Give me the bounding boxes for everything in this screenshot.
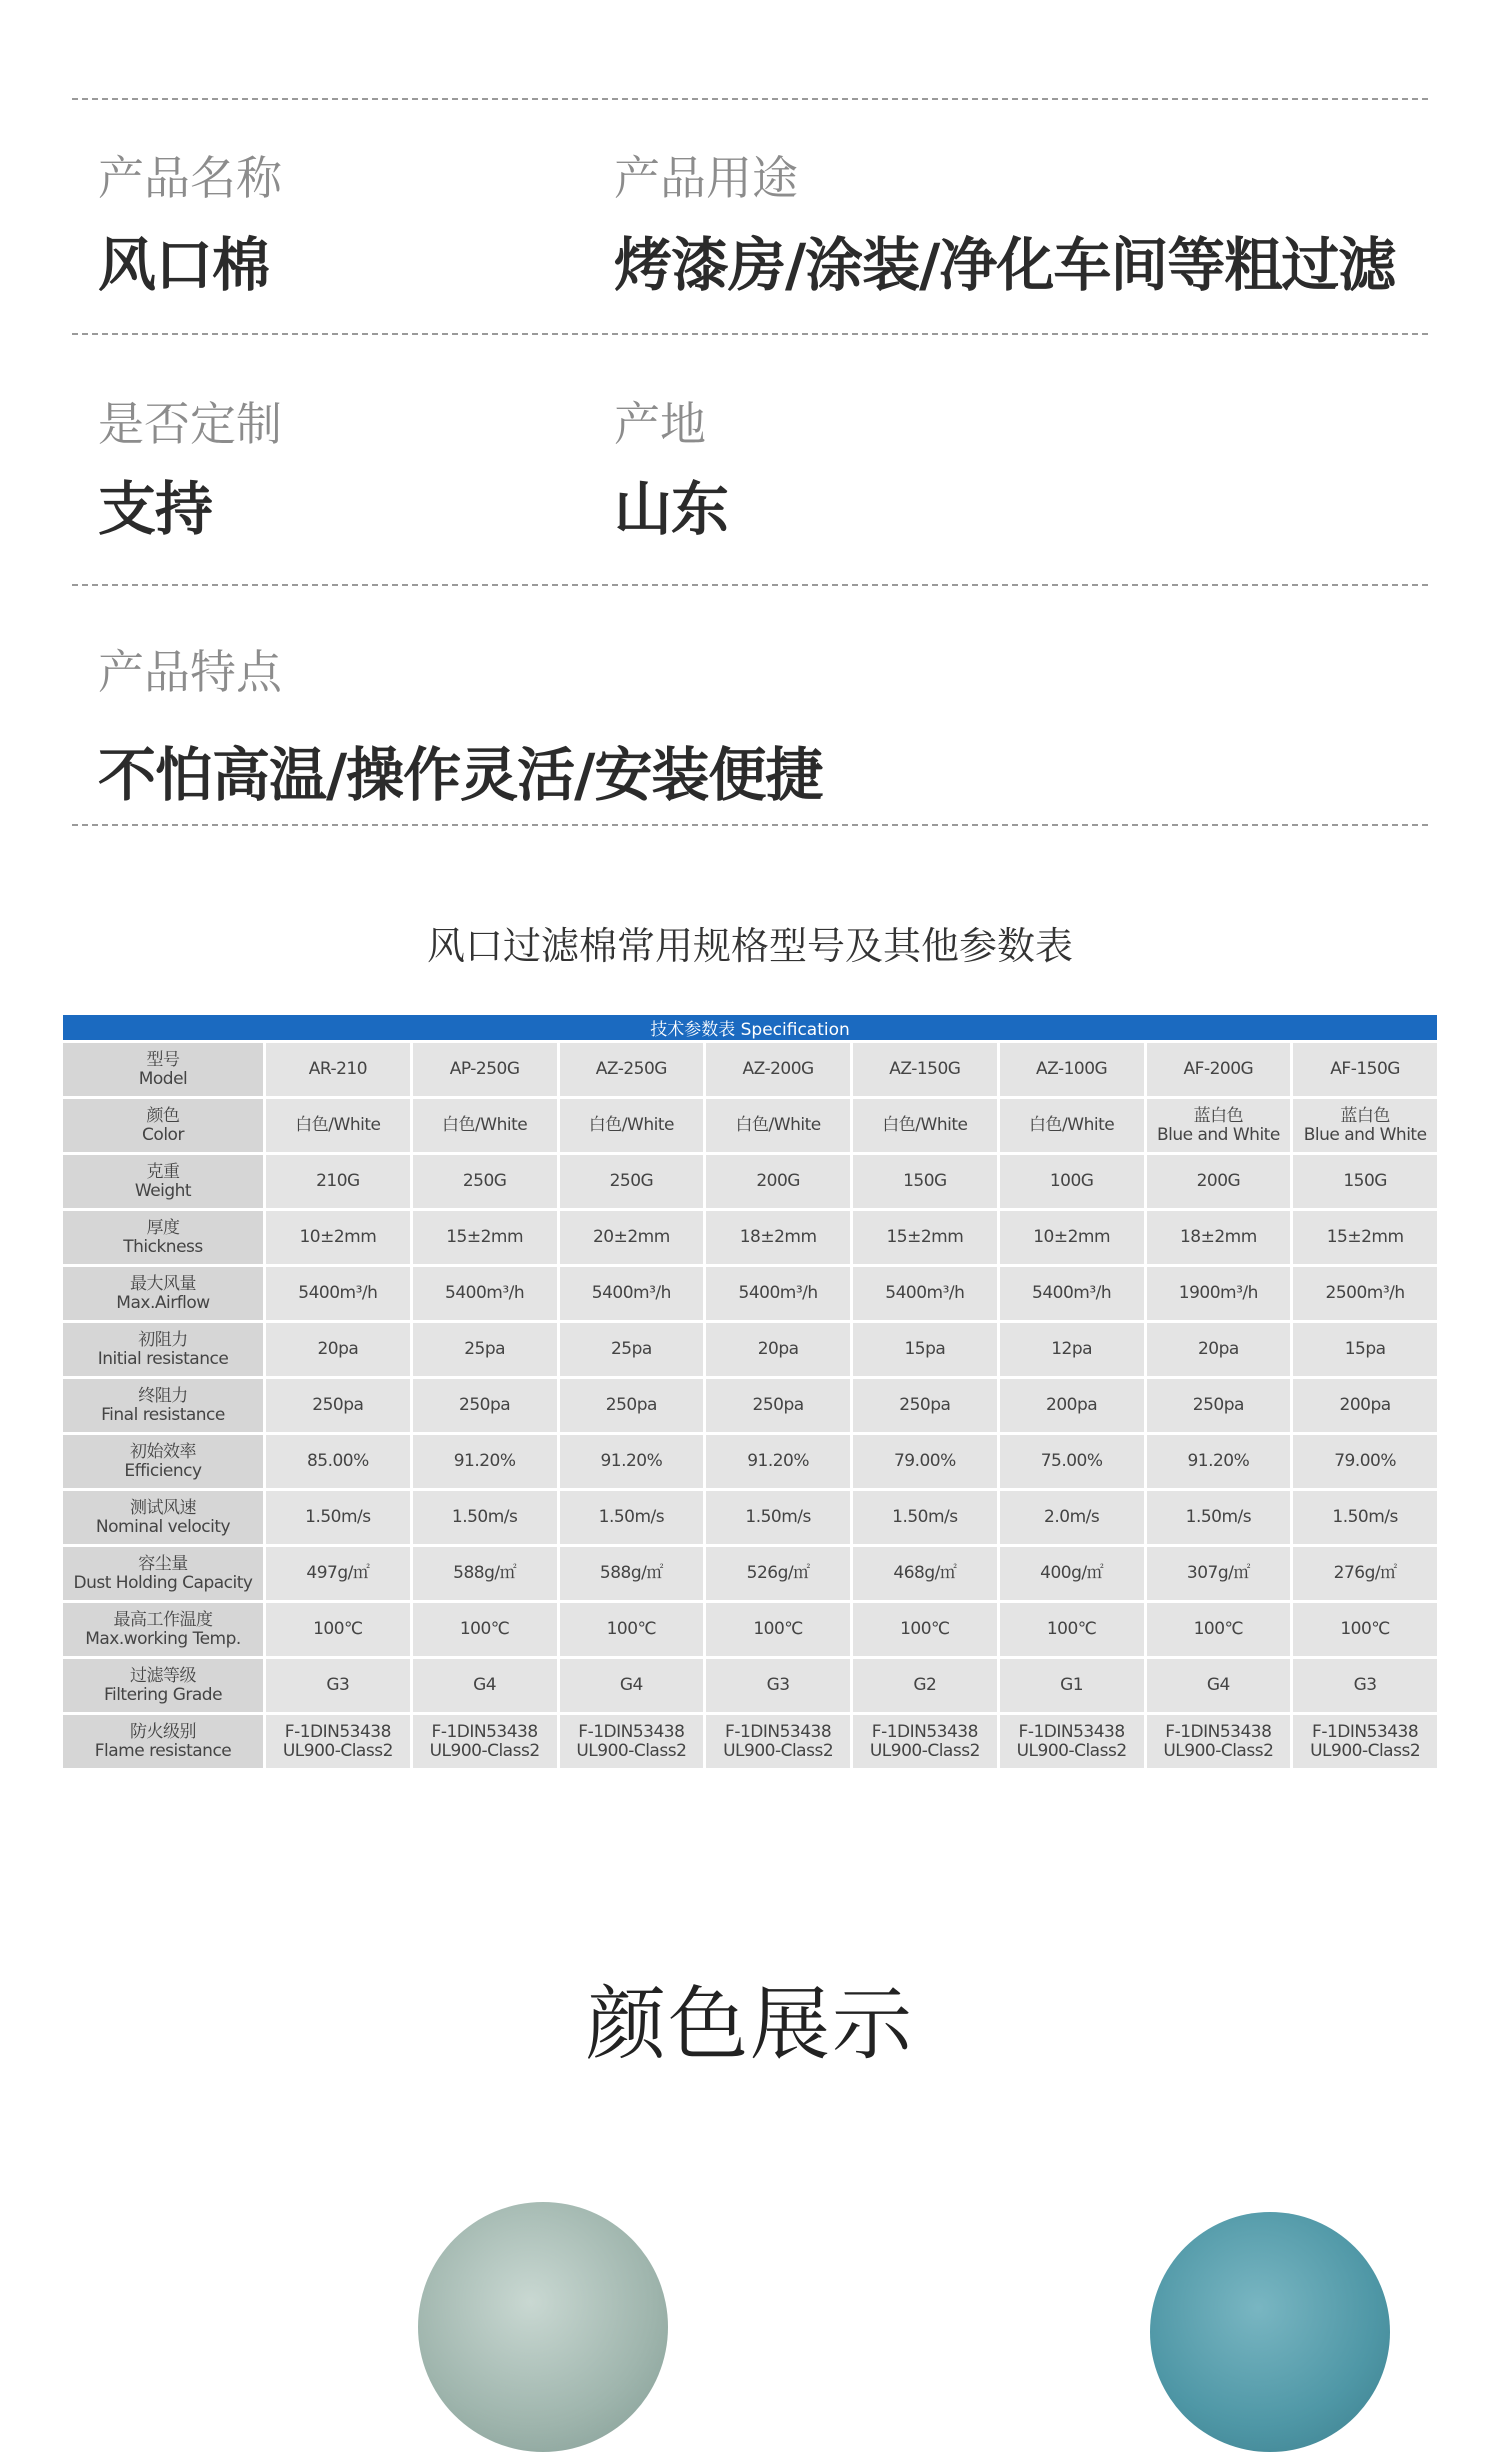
spec-cell: 1.50m/s <box>1293 1491 1437 1544</box>
spec-cell: 1.50m/s <box>853 1491 997 1544</box>
spec-cell: 1.50m/s <box>266 1491 410 1544</box>
spec-table-body <box>63 1043 1437 1768</box>
spec-cell: 蓝白色 Blue and White <box>1293 1099 1437 1152</box>
spec-cell: F-1DIN53438 UL900-Class2 <box>1293 1715 1437 1768</box>
origin-label: 产地 <box>614 397 706 451</box>
spec-cell: F-1DIN53438 UL900-Class2 <box>266 1715 410 1768</box>
spec-cell: 15pa <box>1293 1323 1437 1376</box>
spec-cell: 20pa <box>706 1323 850 1376</box>
spec-cell: 497g/㎡ <box>266 1547 410 1600</box>
spec-cell: F-1DIN53438 UL900-Class2 <box>853 1715 997 1768</box>
customizable-label: 是否定制 <box>98 397 282 451</box>
spec-cell: 蓝白色 Blue and White <box>1147 1099 1291 1152</box>
spec-row-header <box>63 1491 263 1544</box>
spec-cell: 150G <box>1293 1155 1437 1208</box>
row-header-en: Final resistance <box>101 1404 225 1425</box>
spec-row-header <box>63 1547 263 1600</box>
spec-cell: 100℃ <box>853 1603 997 1656</box>
spec-row-header <box>63 1267 263 1320</box>
spec-cell: F-1DIN53438 UL900-Class2 <box>1147 1715 1291 1768</box>
spec-row-header <box>63 1323 263 1376</box>
spec-cell: 200G <box>1147 1155 1291 1208</box>
spec-cell: 15±2mm <box>413 1211 557 1264</box>
spec-cell: 79.00% <box>1293 1435 1437 1488</box>
spec-row <box>63 1547 1437 1600</box>
spec-row-header <box>63 1379 263 1432</box>
spec-cell: AZ-150G <box>853 1043 997 1096</box>
spec-cell: 276g/㎡ <box>1293 1547 1437 1600</box>
spec-cell: 91.20% <box>706 1435 850 1488</box>
spec-cell: 1.50m/s <box>560 1491 704 1544</box>
spec-row <box>63 1379 1437 1432</box>
spec-cell: 250G <box>413 1155 557 1208</box>
spec-cell: 100℃ <box>1000 1603 1144 1656</box>
spec-cell: 25pa <box>413 1323 557 1376</box>
spec-cell: 20pa <box>266 1323 410 1376</box>
spec-cell: 2.0m/s <box>1000 1491 1144 1544</box>
spec-cell: 100G <box>1000 1155 1144 1208</box>
divider-4 <box>72 824 1428 826</box>
spec-row-header <box>63 1043 263 1096</box>
spec-cell: 588g/㎡ <box>413 1547 557 1600</box>
spec-cell: 5400m³/h <box>560 1267 704 1320</box>
spec-cell: 91.20% <box>560 1435 704 1488</box>
row-header-en: Color <box>142 1124 184 1145</box>
spec-row <box>63 1099 1437 1152</box>
spec-cell: 250pa <box>560 1379 704 1432</box>
row-header-cn: 颜色 <box>146 1105 180 1126</box>
product-name-label: 产品名称 <box>98 151 282 205</box>
spec-cell: 200pa <box>1293 1379 1437 1432</box>
spec-cell: 18±2mm <box>1147 1211 1291 1264</box>
spec-cell: 1.50m/s <box>706 1491 850 1544</box>
spec-row-header <box>63 1715 263 1768</box>
row-header-en: Initial resistance <box>97 1348 229 1369</box>
spec-table-title: 风口过滤棉常用规格型号及其他参数表 <box>426 924 1073 968</box>
spec-cell: 307g/㎡ <box>1147 1547 1291 1600</box>
spec-cell: 25pa <box>560 1323 704 1376</box>
spec-cell: 15pa <box>853 1323 997 1376</box>
spec-cell: 1.50m/s <box>1147 1491 1291 1544</box>
spec-cell: 91.20% <box>413 1435 557 1488</box>
row-header-en: Filtering Grade <box>103 1684 223 1705</box>
spec-cell: 白色/White <box>706 1099 850 1152</box>
spec-cell: 79.00% <box>853 1435 997 1488</box>
spec-cell: 100℃ <box>266 1603 410 1656</box>
spec-cell: 1900m³/h <box>1147 1267 1291 1320</box>
spec-cell: 1.50m/s <box>413 1491 557 1544</box>
spec-cell: 588g/㎡ <box>560 1547 704 1600</box>
product-use-value: 烤漆房/涂装/净化车间等粗过滤 <box>614 231 1396 299</box>
spec-table <box>60 1012 1440 1771</box>
row-header-cn: 测试风速 <box>130 1497 196 1518</box>
row-header-en: Model <box>138 1068 188 1089</box>
row-header-en: Weight <box>134 1180 192 1201</box>
spec-row <box>63 1043 1437 1096</box>
row-header-cn: 过滤等级 <box>130 1665 196 1686</box>
spec-cell: G3 <box>706 1659 850 1712</box>
spec-cell: 5400m³/h <box>1000 1267 1144 1320</box>
spec-cell: 2500m³/h <box>1293 1267 1437 1320</box>
spec-cell: 20±2mm <box>560 1211 704 1264</box>
customizable-value: 支持 <box>98 475 213 543</box>
product-use-label: 产品用途 <box>614 151 798 205</box>
spec-cell: 5400m³/h <box>413 1267 557 1320</box>
product-name-value: 风口棉 <box>98 231 270 299</box>
spec-cell: G4 <box>1147 1659 1291 1712</box>
color-swatch-blue <box>1150 2212 1390 2452</box>
spec-cell: 10±2mm <box>1000 1211 1144 1264</box>
spec-cell: 85.00% <box>266 1435 410 1488</box>
spec-cell: 白色/White <box>560 1099 704 1152</box>
spec-cell: F-1DIN53438 UL900-Class2 <box>706 1715 850 1768</box>
spec-row <box>63 1715 1437 1768</box>
row-header-cn: 容尘量 <box>138 1553 188 1574</box>
row-header-en: Max.Airflow <box>116 1292 210 1313</box>
spec-cell: G3 <box>1293 1659 1437 1712</box>
spec-cell: 100℃ <box>1293 1603 1437 1656</box>
spec-cell: G1 <box>1000 1659 1144 1712</box>
spec-cell: AZ-250G <box>560 1043 704 1096</box>
spec-cell: AR-210 <box>266 1043 410 1096</box>
spec-cell: 10±2mm <box>266 1211 410 1264</box>
spec-cell: 250pa <box>1147 1379 1291 1432</box>
spec-row-header <box>63 1659 263 1712</box>
spec-cell: AF-200G <box>1147 1043 1291 1096</box>
row-header-en: Efficiency <box>124 1460 202 1481</box>
row-header-en: Thickness <box>123 1236 203 1257</box>
row-header-cn: 厚度 <box>146 1217 180 1238</box>
row-header-cn: 终阻力 <box>138 1385 188 1406</box>
spec-row <box>63 1435 1437 1488</box>
spec-cell: 100℃ <box>1147 1603 1291 1656</box>
divider-3 <box>72 584 1428 586</box>
spec-cell: AP-250G <box>413 1043 557 1096</box>
spec-cell: 210G <box>266 1155 410 1208</box>
row-header-cn: 型号 <box>146 1049 180 1070</box>
features-label: 产品特点 <box>98 645 282 699</box>
spec-row-header <box>63 1435 263 1488</box>
spec-cell: G2 <box>853 1659 997 1712</box>
spec-cell: G4 <box>413 1659 557 1712</box>
spec-cell: 526g/㎡ <box>706 1547 850 1600</box>
spec-row-header <box>63 1603 263 1656</box>
spec-row <box>63 1211 1437 1264</box>
spec-cell: 白色/White <box>266 1099 410 1152</box>
spec-cell: G4 <box>560 1659 704 1712</box>
spec-cell: 白色/White <box>853 1099 997 1152</box>
spec-row <box>63 1323 1437 1376</box>
spec-cell: 250pa <box>413 1379 557 1432</box>
spec-row <box>63 1491 1437 1544</box>
row-header-en: Dust Holding Capacity <box>73 1572 253 1593</box>
spec-cell: 5400m³/h <box>853 1267 997 1320</box>
spec-cell: 18±2mm <box>706 1211 850 1264</box>
spec-cell: 200G <box>706 1155 850 1208</box>
row-header-en: Max.working Temp. <box>85 1628 241 1649</box>
spec-cell: 250pa <box>706 1379 850 1432</box>
row-header-en: Flame resistance <box>94 1740 232 1761</box>
spec-row <box>63 1603 1437 1656</box>
spec-cell: 12pa <box>1000 1323 1144 1376</box>
spec-cell: AZ-100G <box>1000 1043 1144 1096</box>
row-header-en: Nominal velocity <box>95 1516 231 1537</box>
divider-1 <box>72 98 1428 100</box>
spec-table-banner: 技术参数表 Specification <box>63 1015 1437 1040</box>
spec-cell: AZ-200G <box>706 1043 850 1096</box>
spec-cell: F-1DIN53438 UL900-Class2 <box>560 1715 704 1768</box>
spec-cell: 100℃ <box>560 1603 704 1656</box>
spec-cell: 75.00% <box>1000 1435 1144 1488</box>
spec-row-header <box>63 1099 263 1152</box>
spec-cell: 白色/White <box>413 1099 557 1152</box>
spec-cell: F-1DIN53438 UL900-Class2 <box>1000 1715 1144 1768</box>
spec-cell: 200pa <box>1000 1379 1144 1432</box>
spec-row <box>63 1267 1437 1320</box>
spec-cell: 100℃ <box>413 1603 557 1656</box>
spec-cell: 5400m³/h <box>266 1267 410 1320</box>
spec-cell: 白色/White <box>1000 1099 1144 1152</box>
features-value: 不怕高温/操作灵活/安装便捷 <box>98 741 823 809</box>
color-display-title: 颜色展示 <box>586 1978 914 2071</box>
color-swatch-white <box>418 2202 668 2452</box>
row-header-cn: 最高工作温度 <box>113 1609 213 1630</box>
spec-row-header <box>63 1155 263 1208</box>
spec-cell: 150G <box>853 1155 997 1208</box>
spec-cell: 20pa <box>1147 1323 1291 1376</box>
spec-cell: 250pa <box>266 1379 410 1432</box>
row-header-cn: 克重 <box>146 1161 180 1182</box>
spec-row <box>63 1659 1437 1712</box>
spec-cell: F-1DIN53438 UL900-Class2 <box>413 1715 557 1768</box>
row-header-cn: 初始效率 <box>130 1441 196 1462</box>
spec-cell: 250pa <box>853 1379 997 1432</box>
spec-cell: 468g/㎡ <box>853 1547 997 1600</box>
spec-cell: G3 <box>266 1659 410 1712</box>
spec-cell: 250G <box>560 1155 704 1208</box>
spec-cell: 400g/㎡ <box>1000 1547 1144 1600</box>
spec-cell: 100℃ <box>706 1603 850 1656</box>
spec-cell: 5400m³/h <box>706 1267 850 1320</box>
row-header-cn: 初阻力 <box>138 1329 188 1350</box>
spec-cell: 15±2mm <box>853 1211 997 1264</box>
spec-row-header <box>63 1211 263 1264</box>
spec-cell: 15±2mm <box>1293 1211 1437 1264</box>
spec-row <box>63 1155 1437 1208</box>
spec-cell: 91.20% <box>1147 1435 1291 1488</box>
row-header-cn: 最大风量 <box>130 1273 196 1294</box>
divider-2 <box>72 333 1428 335</box>
spec-cell: AF-150G <box>1293 1043 1437 1096</box>
origin-value: 山东 <box>614 475 729 543</box>
row-header-cn: 防火级别 <box>130 1721 196 1742</box>
